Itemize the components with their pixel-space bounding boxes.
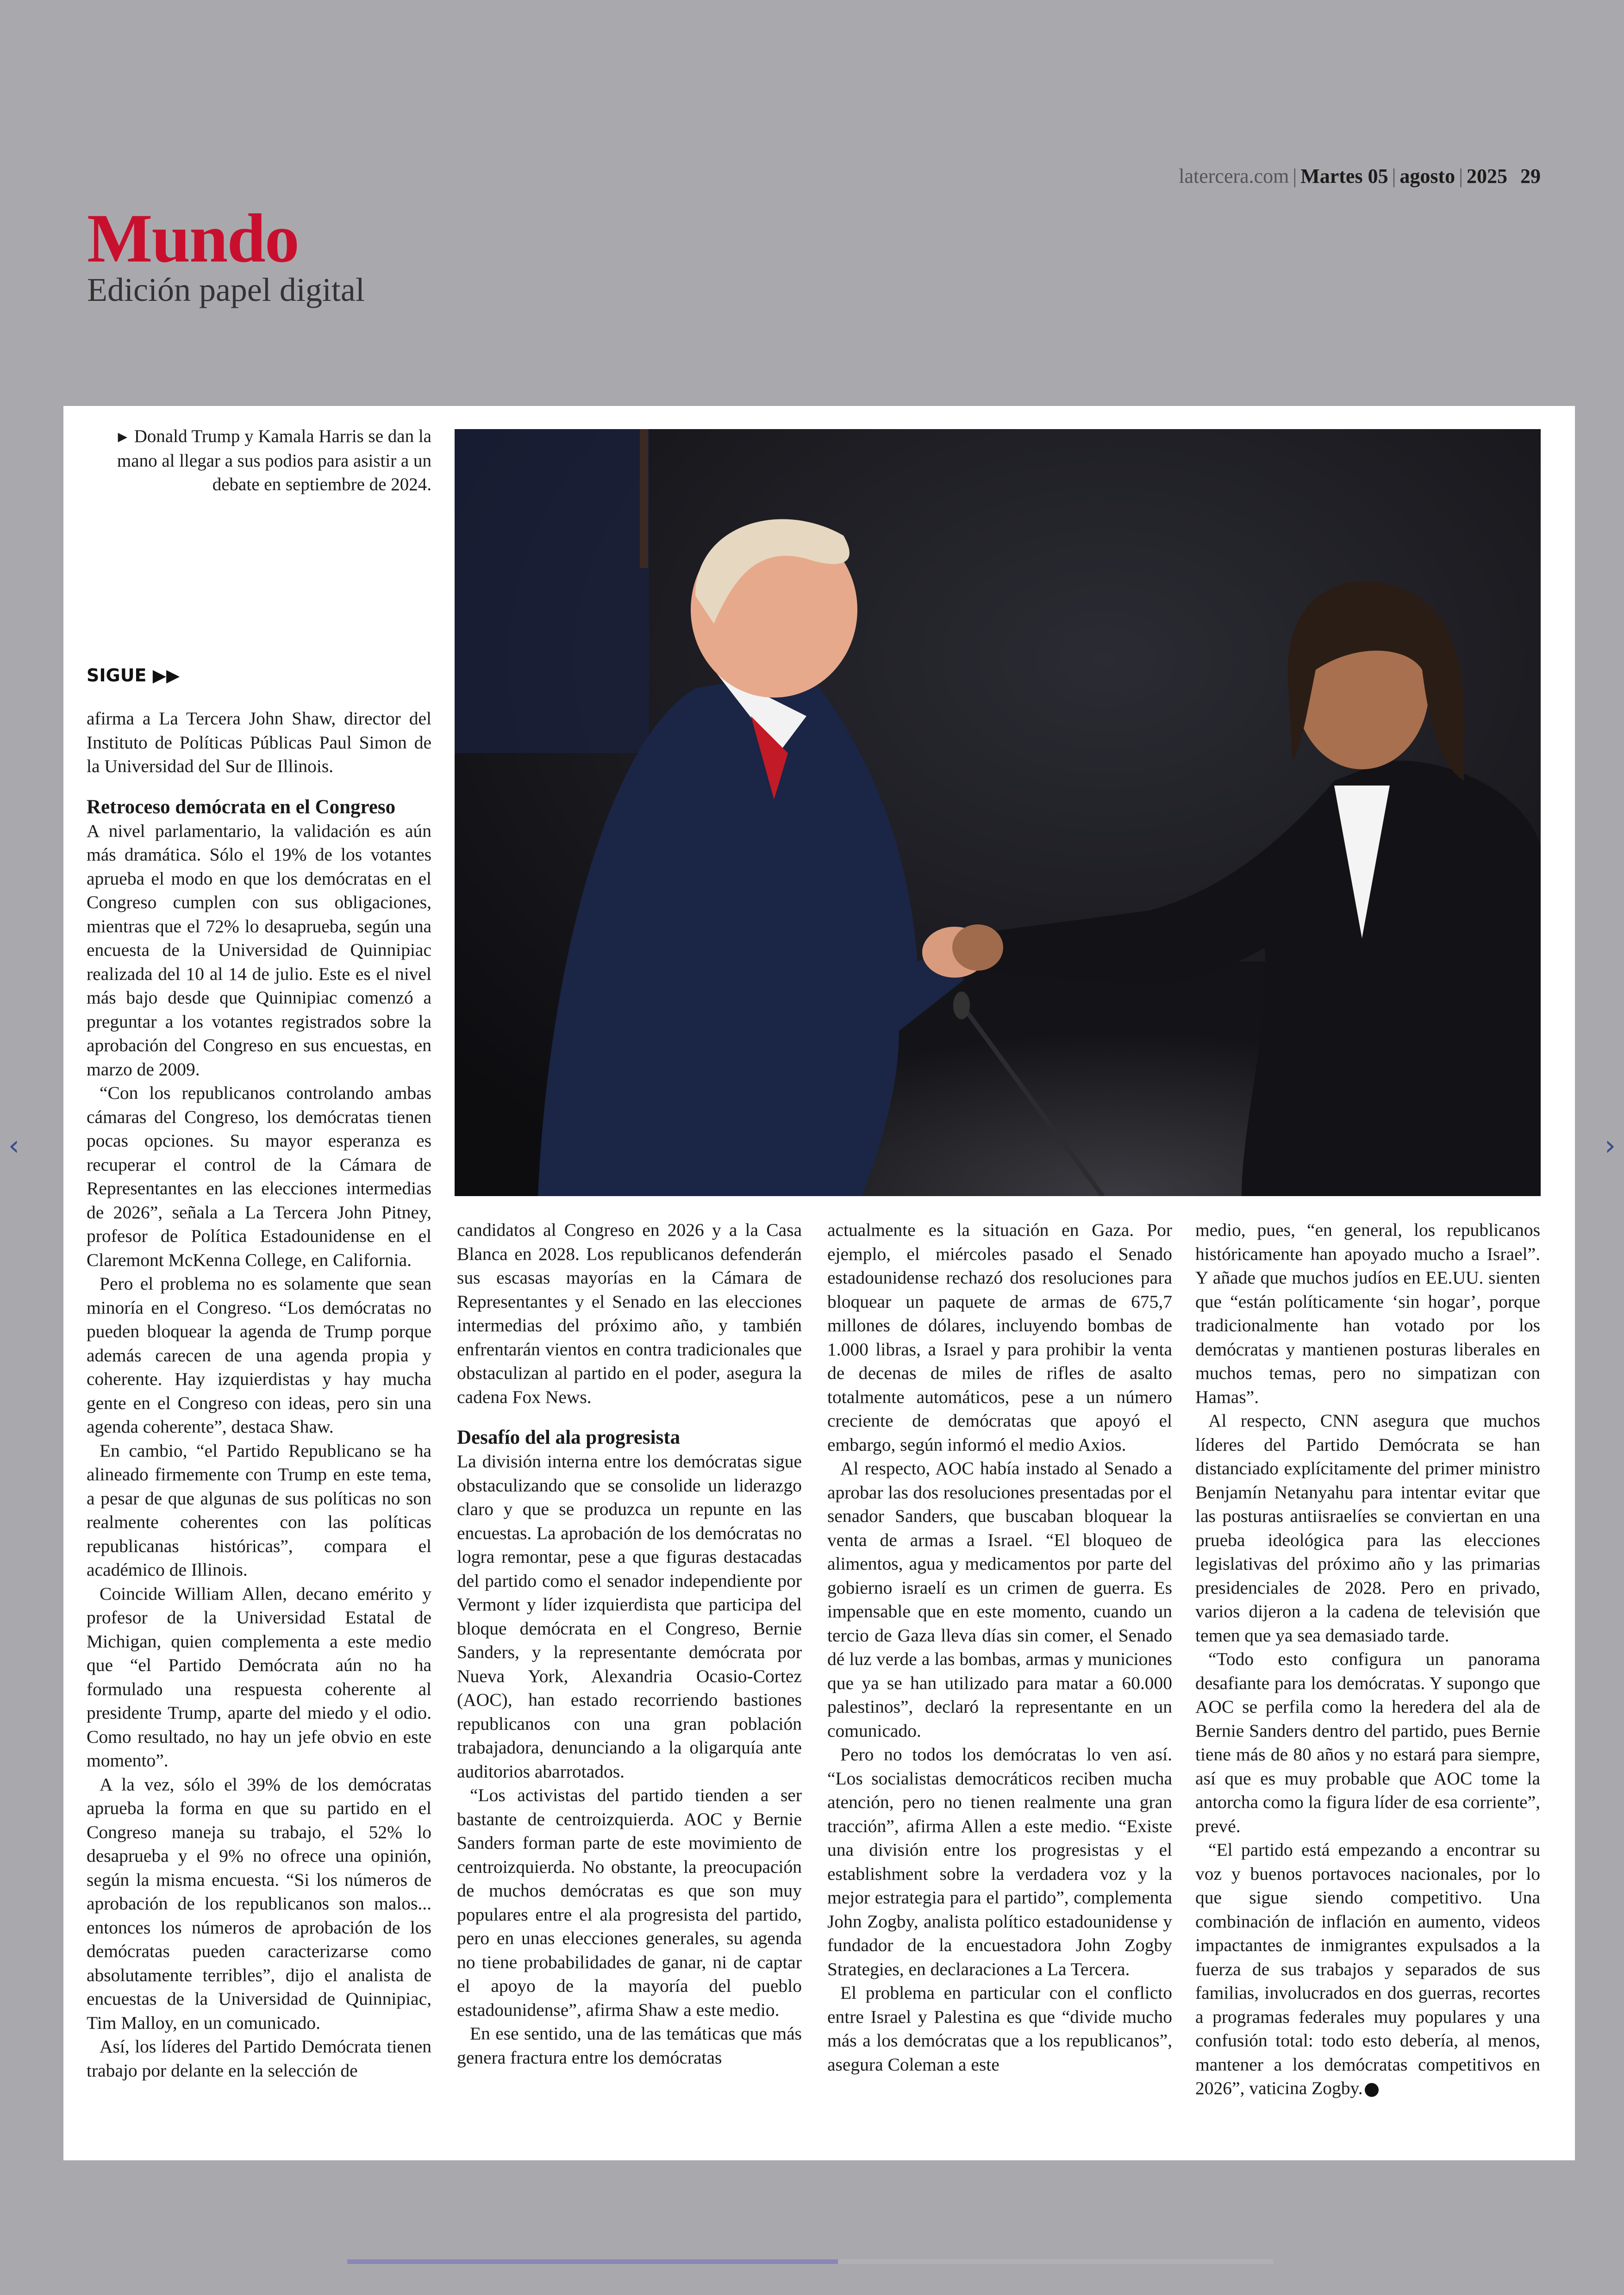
article-paragraph: A nivel parlamentario, la validación es aún más dramática. Sólo el 19% de los votantes aprueba el modo en que los demócratas en el Congreso cumplen con sus obligaciones, mientras que el 72% lo desaprueba, según una encuesta de la Universidad de Quinnipiac realizada del 10 al 14 de julio. Este es el nivel más bajo desde que Quinnipiac comenzó a preguntar a los votantes registrados sobre la aprobación del Congreso en sus encuestas, en marzo de 2009. <box>87 820 431 1079</box>
article-paragraph: Coincide William Allen, decano emérito y profesor de la Universidad Estatal de Michigan, quien complementa a este medio que “el Partido Demócrata aún no ha formulado una respuesta coherente al presidente Trump, aparte del miedo y el odio. Como resultado, no hay un jefe obvio en este momento”. <box>87 1583 431 1771</box>
newspaper-page <box>63 406 1575 2160</box>
article-paragraph: afirma a La Tercera John Shaw, director del Instituto de Políticas Públicas Paul Simon de la Universidad del Sur de Illinois. <box>87 708 431 776</box>
end-of-article-icon <box>1365 2083 1379 2097</box>
photo-caption <box>87 424 431 496</box>
section-subtitle: Edición papel digital <box>87 271 365 308</box>
article-subheading: Desafío del ala progresista <box>457 1427 681 1448</box>
issue-month: agosto <box>1399 165 1455 187</box>
caption-arrow-icon: ► <box>115 429 131 446</box>
article-column-3 <box>827 1218 1172 2077</box>
page-number: 29 <box>1520 165 1541 187</box>
article-paragraph: Pero no todos los demócratas lo ven así. “Los socialistas democráticos reciben mucha atención, pero no tienen realmente una gran tracción”, afirma Allen a este medio. “Existe una división entre los progresistas y el establishment sobre la verdadera voz y la mejor estrategia para el partido”, complementa John Zogby, analista político estadounidense y fundador de la encuestadora John Zogby Strategies, en declaraciones a La Tercera. <box>827 1744 1172 1979</box>
reading-progress-bar[interactable] <box>347 2259 1273 2264</box>
article-column-2 <box>457 1218 802 2070</box>
article-column-1 <box>87 707 431 2083</box>
article-subheading: Retroceso demócrata en el Congreso <box>87 796 396 818</box>
article-paragraph: En ese sentido, una de las temáticas que más genera fractura entre los demócratas <box>457 2023 802 2068</box>
next-page-button[interactable]: › <box>1605 1129 1616 1162</box>
article-paragraph: Al respecto, AOC había instado al Senado a aprobar las dos resoluciones presentadas por el senador Sanders, que buscaban bloquear la venta de armas a Israel. “El bloqueo de alimentos, agua y medicamentos por parte del gobierno israelí es un crimen de guerra. Es impensable que en este momento, cuando un tercio de Gaza lleva días sin comer, el Senado dé luz verde a las bombas, armas y municiones que ya se han utilizado para matar a 60.000 palestinos”, declaró la representante en un comunicado. <box>827 1458 1172 1741</box>
article-paragraph <box>1195 1838 1540 2101</box>
section-title: Mundo <box>87 200 299 277</box>
site-name: latercera.com <box>1179 165 1289 187</box>
article-paragraph: medio, pues, “en general, los republicanos históricamente han apoyado mucho a Israel”. Y añade que muchos judíos en EE.UU. sienten que “están políticamente ‘sin hogar’, porque tradicionalmente han votado por los demócratas y mantienen posturas liberales en muchos temas, pero no simpatizan con Hamas”. <box>1195 1220 1540 1407</box>
article-paragraph: “Con los republicanos controlando ambas cámaras del Congreso, los demócratas tienen pocas opciones. Su mayor esperanza es recuperar el control de la Cámara de Representantes en las elecciones intermedias de 2026”, señala a La Tercera John Pitney, profesor de Política Estadounidense en el Claremont McKenna College, en California. <box>87 1083 431 1270</box>
article-paragraph: candidatos al Congreso en 2026 y a la Casa Blanca en 2028. Los republicanos defenderán sus escasas mayorías en la Cámara de Representantes y el Senado en las elecciones intermedias del próximo año, y también enfrentarán vientos en contra tradicionales que obstaculizan al partido en el poder, asegura la cadena Fox News. <box>457 1220 802 1407</box>
article-paragraph: Al respecto, CNN asegura que muchos líderes del Partido Demócrata se han distanciado explícitamente del primer ministro Benjamín Netanyahu para intentar evitar que las posturas antiisraelíes se conviertan en una prueba ideológica para las elecciones legislativas del próximo año y las primarias presidenciales de 2028. Pero en privado, varios dijeron a la cadena de televisión que temen que ya sea demasiado tarde. <box>1195 1410 1540 1646</box>
article-paragraph: actualmente es la situación en Gaza. Por ejemplo, el miércoles pasado el Senado estadounidense rechazó dos resoluciones para bloquear un paquete de armas de 675,7 millones de dólares, incluyendo bombas de 1.000 libras, a Israel y para prohibir la venta de decenas de miles de rifles de asalto totalmente automáticos, pese a un número creciente de demócratas que apoyó el embargo, según informó el medio Axios. <box>827 1220 1172 1455</box>
issue-year: 2025 <box>1467 165 1507 187</box>
article-paragraph: Así, los líderes del Partido Demócrata tienen trabajo por delante en la selección de <box>87 2036 431 2081</box>
previous-page-button[interactable]: ‹ <box>8 1129 19 1162</box>
handshake-photo-illustration <box>455 429 1541 1196</box>
article-paragraph-text: “El partido está empezando a encontrar su voz y buenos portavoces nacionales, por lo que sigue siendo competitivo. Una combinación de inflación en aumento, videos impactantes de inmigrantes expulsados a la fuerza de sus trabajos y separados de sus familias, involucrados en dos guerras, recortes a programas federales muy populares y una confusión total: todo esto debería, al menos, mantener a los demócratas competitivos en 2026”, vaticina Zogby. <box>1195 1840 1540 2098</box>
article-paragraph: A la vez, sólo el 39% de los demócratas aprueba la forma en que su partido en el Congreso maneja su trabajo, el 52% lo desaprueba y el 9% no ofrece una opinión, según la misma encuesta. “Si los números de aprobación de los republicanos son malos... entonces los números de aprobación de los demócratas pueden caracterizarse como absolutamente terribles”, dijo el analista de encuestas de la Universidad de Quinnipiac, Tim Malloy, en un comunicado. <box>87 1774 431 2033</box>
article-paragraph: Pero el problema no es solamente que sean minoría en el Congreso. “Los demócratas no pueden bloquear la agenda de Trump porque además carecen de una agenda propia y coherente. Hay izquierdistas y hay mucha gente en el Congreso con ideas, pero sin una agenda coherente”, destaca Shaw. <box>87 1273 431 1437</box>
sigue-label: SIGUE ▶▶ <box>87 665 180 686</box>
photo-caption-text: Donald Trump y Kamala Harris se dan la mano al llegar a sus podios para asistir a un debate en septiembre de 2024. <box>117 426 431 494</box>
article-paragraph: “Los activistas del partido tienden a ser bastante de centroizquierda. AOC y Bernie Sanders forman parte de este movimiento de centroizquierda. No obstante, la preocupación de muchos demócratas es que son muy populares entre el ala progresista del partido, pero en unas elecciones generales, su agenda no tiene probabilidades de ganar, ni de captar el apoyo de la mayoría del pueblo estadounidense”, afirma Shaw a este medio. <box>457 1785 802 2020</box>
issue-header: latercera.com | Martes 05 | agosto | 2025 29 <box>1179 165 1541 187</box>
issue-weekday: Martes 05 <box>1300 165 1388 187</box>
reading-progress-fill <box>347 2259 838 2264</box>
article-column-4 <box>1195 1218 1540 2101</box>
article-paragraph: El problema en particular con el conflicto entre Israel y Palestina es que “divide mucho más a los demócratas que a los republicanos”, asegura Coleman a este <box>827 1983 1172 2075</box>
article-paragraph: “Todo esto configura un panorama desafiante para los demócratas. Y supongo que AOC se perfila como la heredera del ala de Bernie Sanders dentro del partido, pues Bernie tiene más de 80 años y no estará para siempre, así que es muy probable que AOC tome la antorcha como la figura líder de esa corriente”, prevé. <box>1195 1649 1540 1836</box>
article-photo <box>455 429 1541 1196</box>
article-paragraph: En cambio, “el Partido Republicano se ha alineado firmemente con Trump en este tema, a pesar de que algunas de sus políticas no son realmente coherentes con las políticas republicanas históricas”, compara el académico de Illinois. <box>87 1440 431 1580</box>
article-paragraph: La división interna entre los demócratas sigue obstaculizando que se consolide un liderazgo claro y que se produzca un repunte en las encuestas. La aprobación de los demócratas no logra remontar, pese a que figuras destacadas del partido como el senador independiente por Vermont y líder izquierdista que participa del bloque demócrata en el Congreso, Bernie Sanders, y la representante demócrata por Nueva York, Alexandria Ocasio-Cortez (AOC), han estado recorriendo bastiones republicanos con una gran población trabajadora, denunciando a la oligarquía ante auditorios abarrotados. <box>457 1451 802 1782</box>
